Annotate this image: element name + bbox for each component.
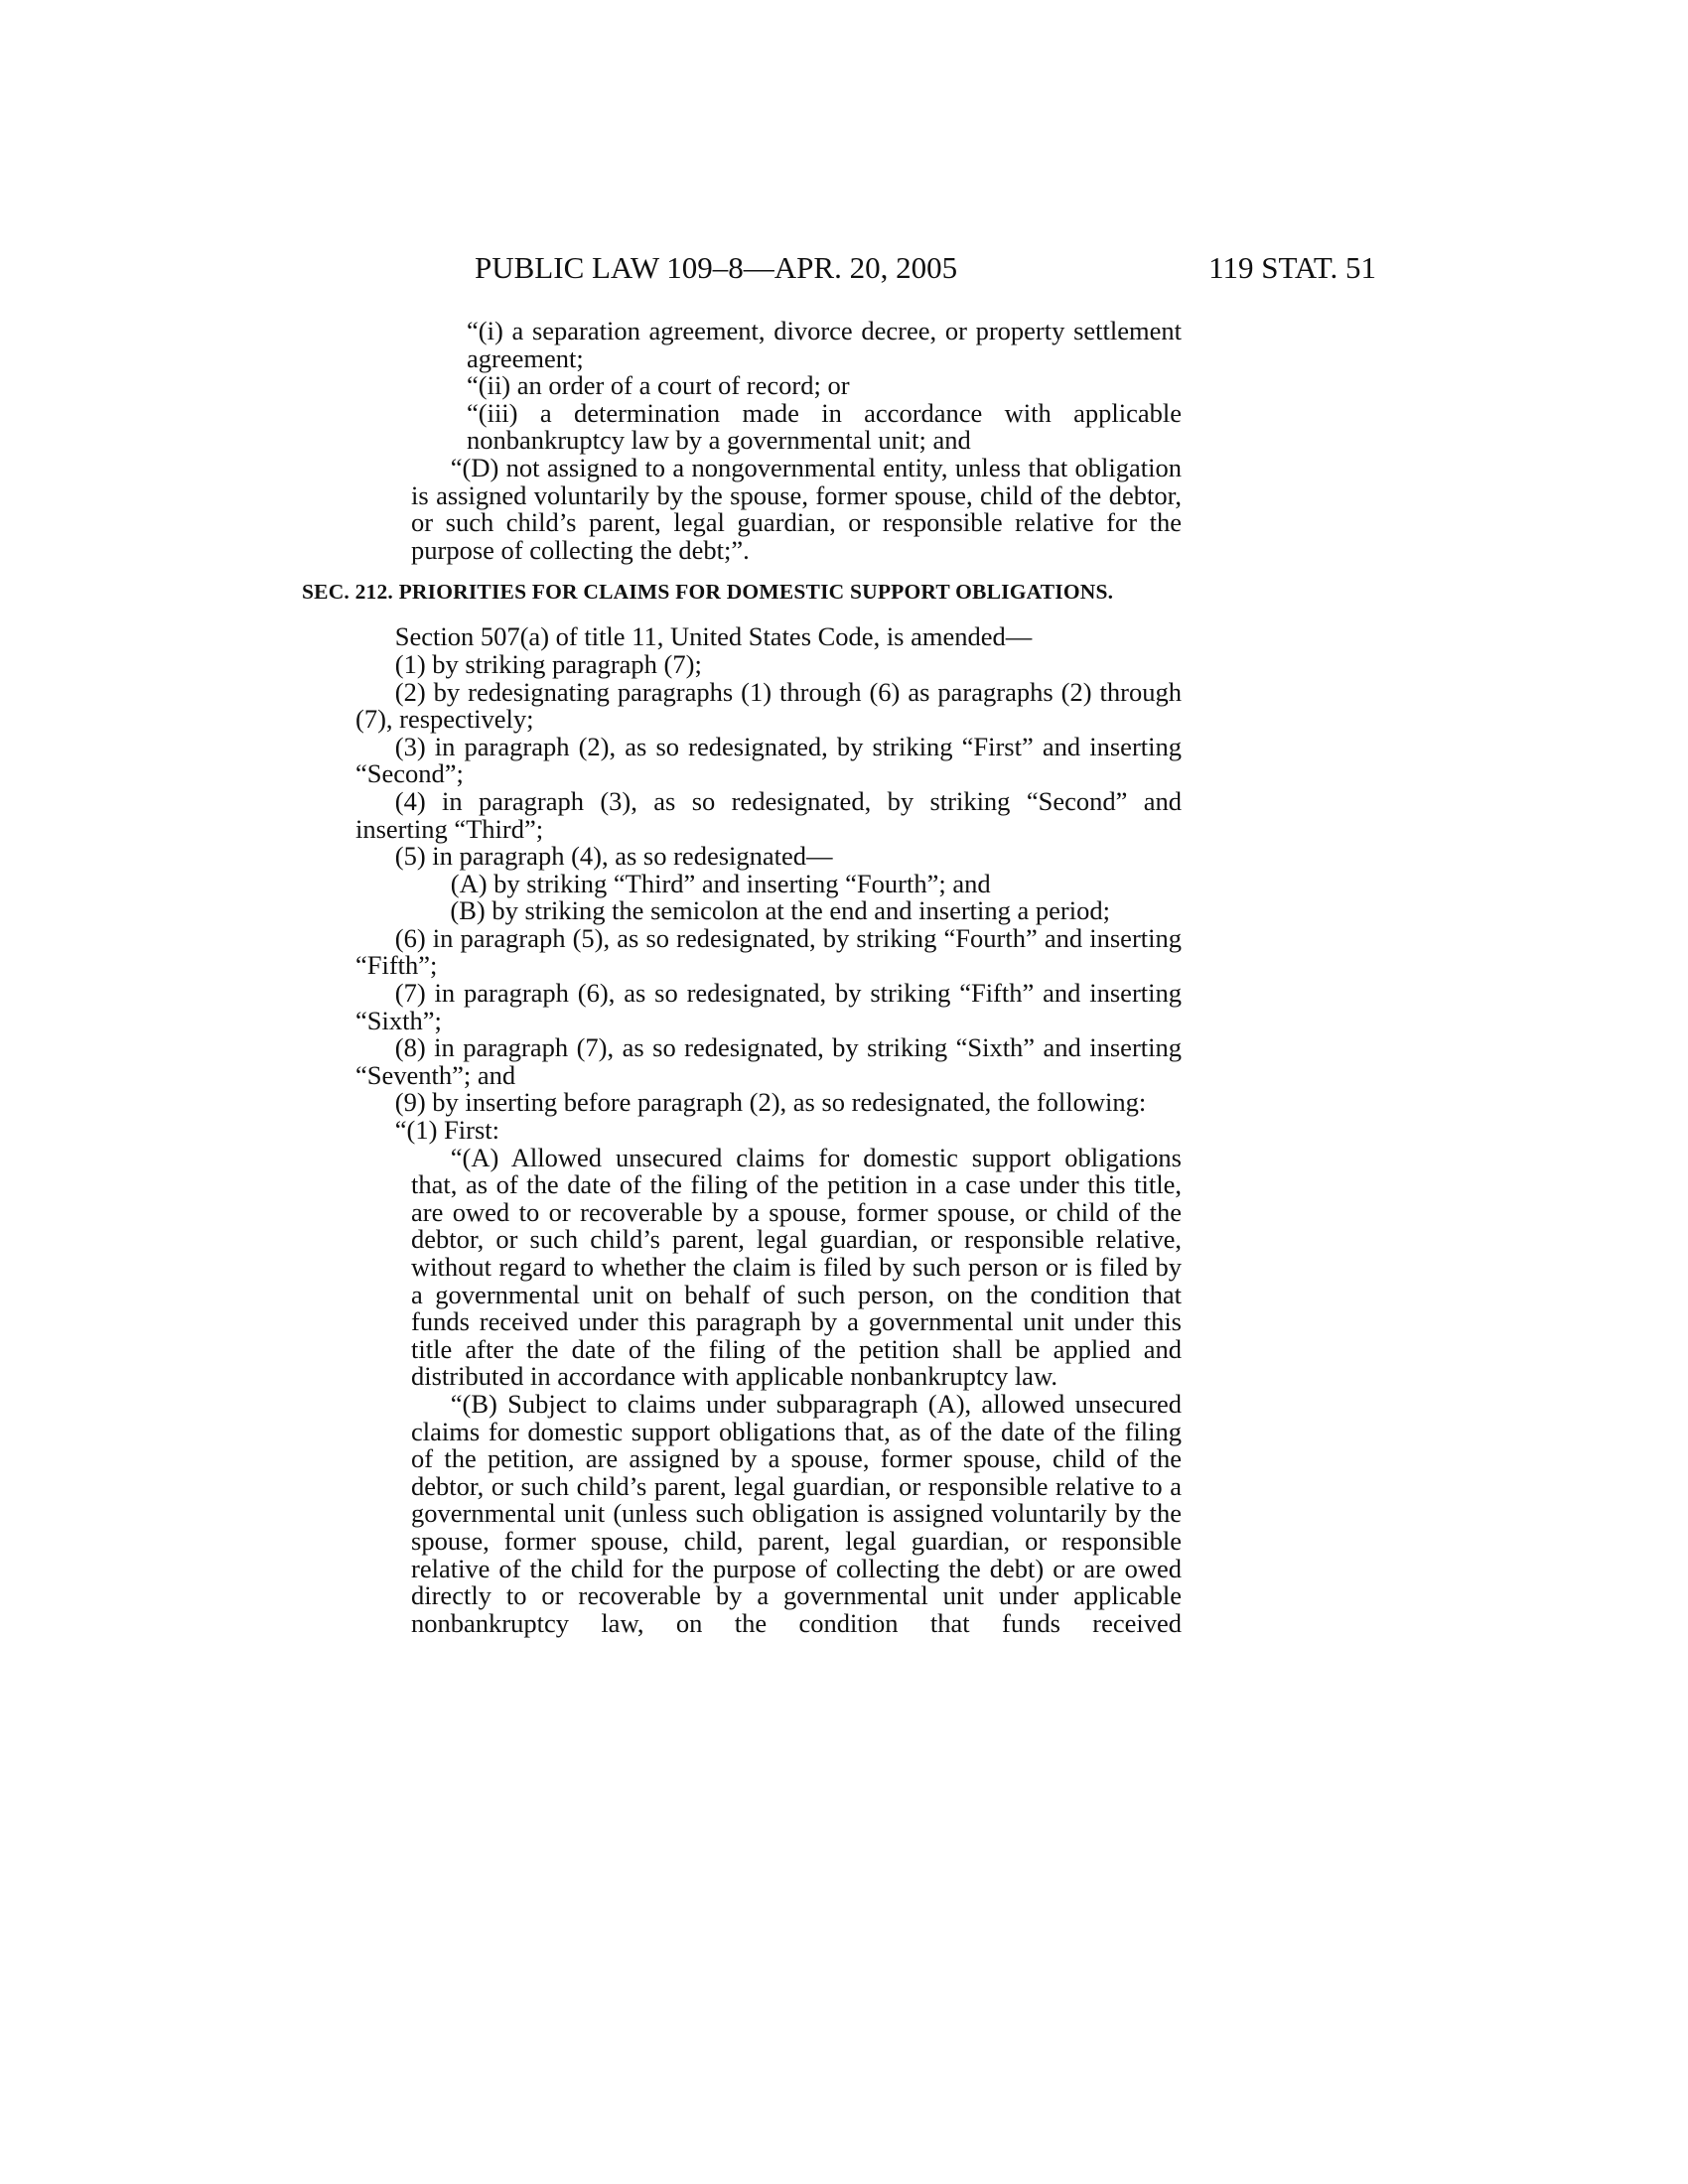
amendment-5: (5) in paragraph (4), as so redesignated— [394,841,833,872]
amendment-8: (8) in paragraph (7), as so redesignated, by striking “Sixth” and inserting “Seventh”; and [355,1032,1182,1090]
subparagraph-d: “(D) not assigned to a nongovernmental entity, unless that obligation is assigned voluntarily by the spouse, former spouse, child of the debtor, or such child’s parent, legal guardian, or responsible relative for the purpose of collecting the debt;”. [411,452,1182,565]
inserted-subparagraph-b: “(B) Subject to claims under subparagraph (A), allowed unsecured claims for domestic support obligations that, as of the date of the filing of the petition, are assigned by a spouse, former spouse, child of the debtor, or such child’s parent, legal guardian, or responsible relative to a governmental unit (unless such obligation is assigned voluntarily by the spouse, former spouse, child, parent, legal guardian, or responsible relative of the child for the purpose of collecting the debt) or are owed directly to or recoverable by a governmental unit under applicable nonbankruptcy law, on the condition that funds received [411,1388,1182,1638]
amendment-1: (1) by striking paragraph (7); [394,648,702,679]
page-header [0,250,1688,290]
amendment-5-a: (A) by striking “Third” and inserting “Fourth”; and [450,868,991,898]
clause-i: “(i) a separation agreement, divorce decree, or property settlement agreement; [467,316,1182,373]
inserted-subparagraph-a: “(A) Allowed unsecured claims for domestic support obligations that, as of the date of the filing of the petition in a case under this title, are owed to or recoverable by a spouse, former spouse, or child of the debtor, or such child’s parent, legal guardian, or responsible relative, without regard to whether the claim is filed by such person or is filed by a governmental unit on behalf of such person, on the condition that funds received under this paragraph by a governmental unit under this title after the date of the filing of the petition shall be applied and distributed in accordance with applicable nonbankruptcy law. [411,1142,1182,1392]
amendment-7: (7) in paragraph (6), as so redesignated, by striking “Fifth” and inserting “Sixth”; [355,978,1182,1035]
amendment-9: (9) by inserting before paragraph (2), as so redesignated, the following: [394,1087,1147,1118]
section-212-heading: SEC. 212. PRIORITIES FOR CLAIMS FOR DOMESTIC SUPPORT OBLIGATIONS. [302,580,1114,605]
clause-iii: “(iii) a determination made in accordance with applicable nonbankruptcy law by a governmental unit; and [467,397,1182,456]
amendment-4: (4) in paragraph (3), as so redesignated, by striking “Second” and inserting “Third”; [355,785,1182,844]
clause-ii: “(ii) an order of a court of record; or [467,370,850,401]
amendment-5-b: (B) by striking the semicolon at the end and inserting a period; [450,895,1110,926]
statute-page-reference: 119 STAT. 51 [1208,250,1376,285]
running-head-title: PUBLIC LAW 109–8—APR. 20, 2005 [475,250,958,285]
amendment-6: (6) in paragraph (5), as so redesignated, by striking “Fourth” and inserting “Fifth”; [355,922,1182,981]
amendment-3: (3) in paragraph (2), as so redesignated, by striking “First” and inserting “Second”; [355,731,1182,789]
inserted-paragraph-1: “(1) First: [394,1115,499,1146]
statute-text [302,316,1182,1638]
section-intro: Section 507(a) of title 11, United States Code, is amended— [394,621,1033,652]
amendment-2: (2) by redesignating paragraphs (1) through (6) as paragraphs (2) through (7), respectively; [355,676,1182,735]
